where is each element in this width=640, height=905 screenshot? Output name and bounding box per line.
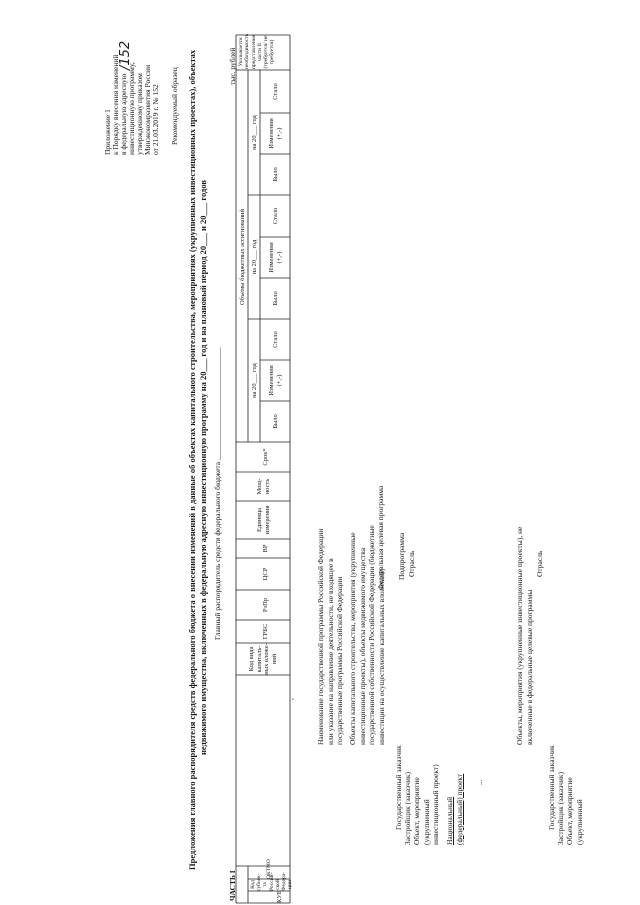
- document-title-line-2: недвижимого имущества, включенных в федеральную адресную инвестиционную программу на 20___ год и на плановый период 20___ и 20___ годов: [198, 180, 208, 755]
- header-grbs: ГРБС: [262, 623, 269, 640]
- part-label: ЧАСТЬ I: [228, 870, 237, 901]
- header-was-1: Было: [272, 414, 279, 429]
- section-state-program: Наименование государственной программы Российской Федерации или указание на направление деятельности, не входящее в государственные программы Российской Федерации: [316, 528, 344, 745]
- annex-line-3: в федеральную адресную: [119, 73, 128, 155]
- header-year-3: на 20___ год: [251, 115, 258, 150]
- section-not-in-ftp: Объекты, мероприятия (укрупненные инвестиционные проекты), не включенные в федеральные целевые программы: [515, 526, 534, 745]
- header-oktmo: ОКТМО: [266, 859, 272, 879]
- row-object-2: Объект, мероприятие (укрупненный: [565, 777, 584, 845]
- row-national-project: Национальный (федеральный) проект: [445, 773, 464, 845]
- row-state-customer-2: Государственный заказчик: [547, 745, 556, 830]
- header-rzpr: РзПр: [262, 597, 269, 613]
- header-became-3: Стало: [272, 83, 279, 100]
- annex-line-6: Минэкономразвития России: [143, 64, 152, 155]
- header-change-1: Изменения (+,-): [268, 365, 283, 396]
- header-change-2: Изменения (+,-): [268, 242, 283, 273]
- header-capacity: Мощ-ность: [256, 478, 271, 495]
- header-year-2: на 20___ год: [251, 239, 258, 275]
- header-became-2: Стало: [272, 207, 279, 225]
- budget-manager-line: Главный распорядитель средств федерального бюджета ______________________________: [213, 347, 222, 640]
- document-title-line-1: Предложения главного распорядителя средств федерального бюджета о внесении изменений в данные об объектах капитального строительства, мероприятиях (укрупненных инвестиционных проектах), объектах: [187, 49, 197, 870]
- section-subprogram: Подпрограмма: [397, 532, 406, 580]
- row-object: Объект, мероприятие (укрупненный инвестиционный проект): [412, 764, 440, 845]
- header-capital-investment-code: Код вида капиталь-ных вложе-ний: [248, 643, 278, 675]
- header-csr: ЦСР: [262, 567, 269, 581]
- header-budget-volumes: Объемы бюджетных ассигнований: [239, 209, 246, 306]
- section-industry: Отрасль: [407, 550, 416, 577]
- section-federal-target-program: Федеральная целевая программа: [376, 485, 385, 590]
- row-state-customer: Государственный заказчик: [394, 745, 403, 830]
- header-was-2: Было: [272, 291, 279, 306]
- header-part-ii-necessity: Указывается необходимость представления части II (требуется/ не требуется): [238, 33, 276, 69]
- row-developer-2: Застройщик (заказчик): [556, 772, 565, 845]
- recommended-sample: Рекомендуемый образец: [170, 67, 179, 145]
- annex-line-2: к Порядку внесения изменений: [111, 54, 120, 155]
- annex-line-1: Приложение 1: [103, 109, 112, 155]
- header-vr: ВР: [262, 544, 269, 553]
- row-developer: Застройщик (заказчик): [403, 772, 412, 845]
- annex-line-4: инвестиционную программу,: [127, 62, 136, 155]
- row-ellipsis: ...: [475, 779, 484, 785]
- units-label: тыс. рублей: [228, 47, 237, 85]
- annex-line-5: утвержденному приказом: [135, 73, 144, 155]
- section-industry-2: Отрасль: [535, 550, 544, 577]
- header-unit: Единица измерения: [256, 505, 271, 535]
- header-was-3: Было: [272, 167, 279, 182]
- stray-comma-mark: ,: [286, 698, 295, 700]
- header-subject-code: Код субъек-та Россий-ской Федера-ции: [250, 872, 294, 891]
- handwritten-signature: /152: [118, 40, 133, 70]
- annex-order-line: от 21.03.2019 г. № 152: [151, 84, 160, 155]
- header-kue: КУЕ: [276, 890, 283, 903]
- header-became-1: Стало: [272, 331, 279, 348]
- header-change-3: Изменения (+,-): [268, 118, 283, 149]
- header-year-1: на 20___ год: [251, 363, 258, 398]
- section-capital-objects: Объекты капитального строительства, мероприятия (укрупненные инвестиционные проекты), объекты недвижимого имущества государственной собственности Российской Федерации (бюджетные инвестиции на осуществление капитальных вложений): [348, 525, 386, 745]
- header-term: Срок*: [262, 448, 269, 466]
